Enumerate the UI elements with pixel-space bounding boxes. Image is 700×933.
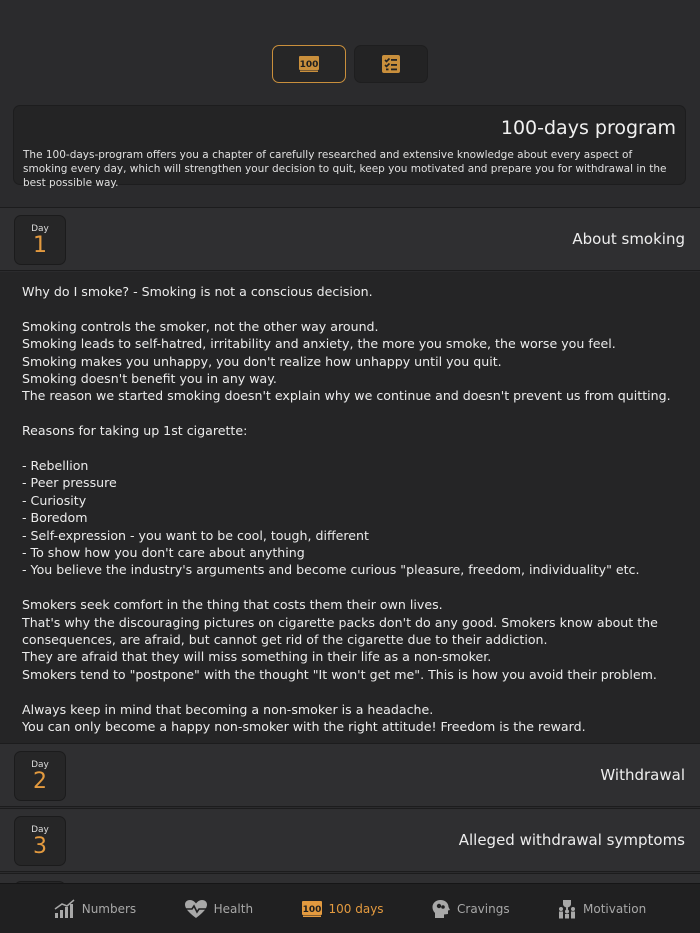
- tab-motivation[interactable]: [557, 899, 646, 919]
- tab-label: Motivation: [583, 901, 647, 916]
- heart-pulse-icon: [184, 899, 208, 919]
- lesson-paragraph: Reasons for taking up 1st cigarette:: [22, 423, 248, 439]
- lesson-paragraph: Why do I smoke? - Smoking is not a conscious decision.: [22, 284, 373, 299]
- day-row-3[interactable]: [0, 808, 700, 872]
- day-title: Alleged withdrawal symptoms: [458, 831, 685, 849]
- lesson-paragraph: Smokers seek comfort in the thing that costs them their own lives. That's why the discouraging pictures on cigarette packs don't do any good. Smokers know about the consequences, are afraid, but cannot get rid of the cigarette due to their addiction. They are afraid that they will miss something in their life as a non-smoker. Smokers tend to "postpone" with the thought "It won't get me". This is how you avoid their problem.: [22, 597, 658, 682]
- program-title: 100-days program: [500, 117, 676, 139]
- lesson-paragraph: Always keep in mind that becoming a non-smoker is a headache. You can only become a happy non-smoker with the right attitude! Freedom is the reward.: [22, 701, 586, 735]
- trophy-people-icon: [557, 899, 577, 919]
- lesson-paragraph: - Rebellion - Peer pressure - Curiosity - Boredom - Self-expression - you want to be cool, tough, different - To show how you don't care about anything - You believe the industry's arguments and become curious "pleasure, freedom, individuality" etc.: [22, 458, 640, 578]
- chart-icon: [54, 899, 76, 919]
- view-toggle: [0, 45, 700, 83]
- day-badge: [14, 751, 66, 801]
- day-number: 3: [33, 834, 47, 859]
- tab-label: Cravings: [457, 901, 510, 916]
- checklist-icon: [381, 54, 401, 74]
- tab-label: 100 days: [328, 901, 384, 916]
- lesson-content: [0, 272, 700, 743]
- tab-numbers[interactable]: [54, 899, 136, 919]
- svg-text:100: 100: [299, 60, 319, 70]
- hundred-icon: [298, 55, 320, 73]
- tab-cravings[interactable]: [431, 899, 510, 919]
- day-label: Day: [31, 224, 49, 234]
- tab-health[interactable]: [184, 899, 253, 919]
- day-row-1[interactable]: [0, 207, 700, 271]
- hundred-view-button[interactable]: [272, 45, 346, 83]
- program-intro-card: [13, 105, 686, 189]
- program-description: The 100-days-program offers you a chapter of carefully researched and extensive knowledge about every aspect of smoking every day, which will strengthen your decision to quit, keep you motivated and prepare you for withdrawal in the best possible way.: [23, 149, 667, 189]
- day-number: 2: [33, 769, 47, 794]
- day-badge: [14, 816, 66, 866]
- checklist-view-button[interactable]: [354, 45, 428, 83]
- lesson-paragraph: Smoking controls the smoker, not the other way around. Smoking leads to self-hatred, irritability and anxiety, the more you smoke, the worse you feel. Smoking makes you unhappy, you don't realize how unhappy until you quit. Smoking doesn't benefit you in any way. The reason we started smoking doesn't explain why we continue and doesn't prevent us from quitting.: [22, 318, 671, 404]
- tab-100-days[interactable]: [301, 900, 384, 918]
- head-brain-icon: [431, 899, 451, 919]
- day-row-2[interactable]: [0, 743, 700, 807]
- day-number: 1: [33, 233, 47, 258]
- day-badge: [14, 215, 66, 265]
- tab-bar: [0, 883, 700, 933]
- day-title: Withdrawal: [600, 766, 685, 784]
- day-title: About smoking: [572, 230, 685, 248]
- tab-label: Health: [213, 901, 254, 916]
- tab-label: Numbers: [81, 901, 137, 916]
- hundred-icon: [301, 900, 323, 918]
- day-label: Day: [31, 760, 49, 770]
- svg-text:100: 100: [302, 904, 321, 915]
- day-label: Day: [31, 825, 49, 835]
